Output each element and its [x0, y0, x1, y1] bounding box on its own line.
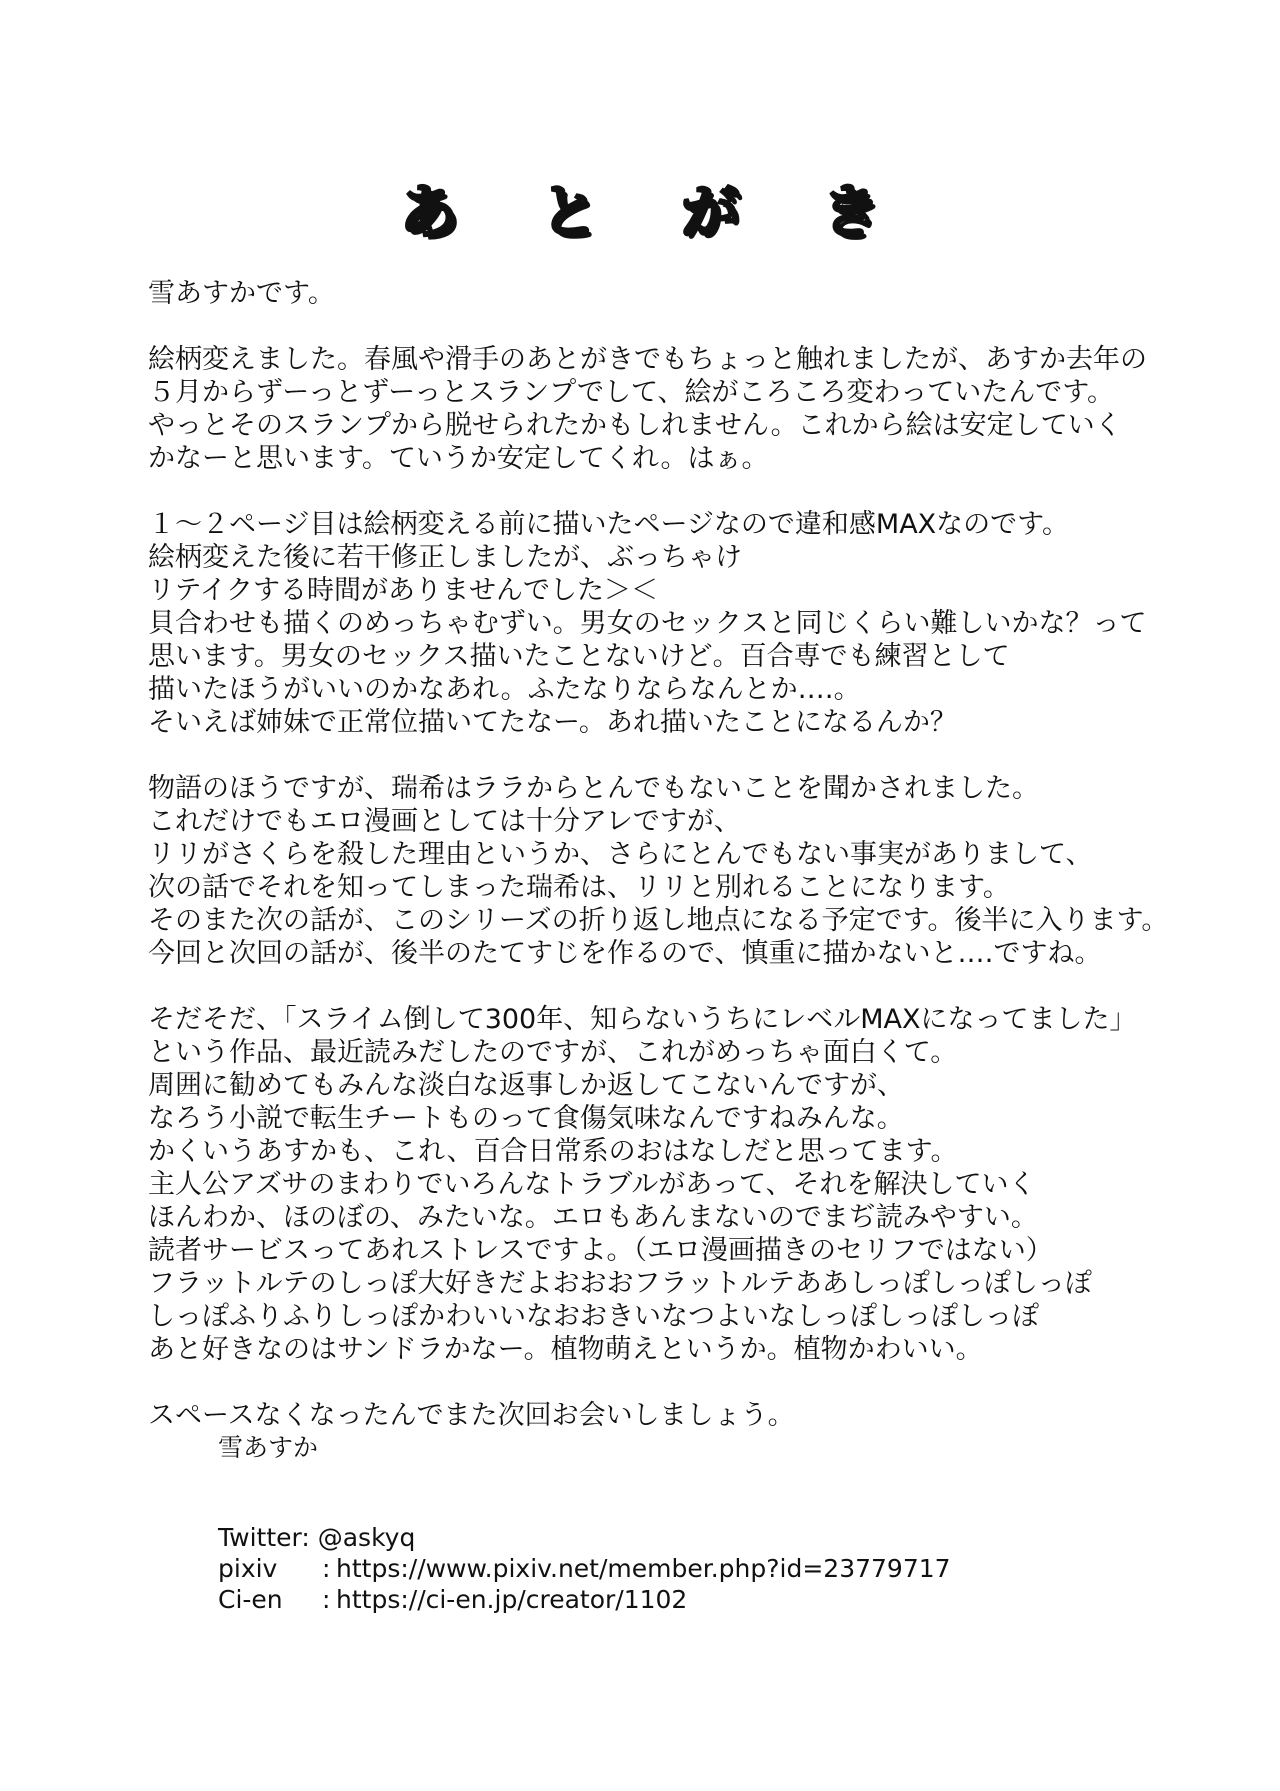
- text-line: １～２ページ目は絵柄変える前に描いたページなので違和感MAXなのです。: [148, 509, 1070, 540]
- text-line: そいえば姉妹で正常位描いてたなー。あれ描いたことになるんか？: [148, 707, 957, 738]
- author-name: 雪あすか: [218, 1433, 319, 1462]
- text-line: スペースなくなったんでまた次回お会いしましょう。: [148, 1400, 795, 1431]
- text-line: 次の話でそれを知ってしまった瑞希は、リリと別れることになります。: [148, 872, 1010, 903]
- text-line: これだけでもエロ漫画としては十分アレですが、: [148, 806, 741, 837]
- paragraph-story: [148, 772, 1169, 970]
- text-line: フラットルテのしっぽ大好きだよおおおフラットルテああしっぽしっぽしっぽ: [148, 1268, 1092, 1299]
- text-line: ほんわか、ほのぼの、みたいな。エロもあんまないのでまぢ読みやすい。: [148, 1202, 1038, 1233]
- text-line: 絵柄変えた後に若干修正しましたが、ぶっちゃけ: [148, 542, 742, 573]
- text-line: しっぽふりふりしっぽかわいいなおおきいなつよいなしっぽしっぽしっぽ: [148, 1301, 1039, 1332]
- afterword-body: [148, 277, 1169, 1465]
- cien-row: [218, 1584, 1118, 1615]
- text-line: かくいうあすかも、これ、百合日常系のおはなしだと思ってます。: [148, 1136, 958, 1167]
- paragraph-art-style: [148, 343, 1158, 475]
- page-title: [400, 172, 880, 252]
- text-line: なろう小説で転生チートものって食傷気味なんですねみんな。: [148, 1103, 904, 1134]
- cien-url: https://ci-en.jp/creator/1102: [336, 1585, 688, 1614]
- pixiv-label: pixiv: [218, 1554, 278, 1583]
- pixiv-url: https://www.pixiv.net/member.php?id=23779717: [336, 1554, 951, 1583]
- text-line: 描いたほうがいいのかなあれ。ふたなりならなんとか‥‥。: [148, 674, 861, 705]
- signature-block: [218, 1432, 1118, 1615]
- text-line: 読者サービスってあれストレスですよ。（エロ漫画描きのセリフではない）: [148, 1235, 1053, 1266]
- text-line: 貝合わせも描くのめっちゃむずい。男女のセックスと同じくらい難しいかな？って: [148, 608, 1147, 639]
- text-line: リリがさくらを殺した理由というか、さらにとんでもない事実がありまして、: [148, 839, 1093, 870]
- text-line: 主人公アズサのまわりでいろんなトラブルがあって、それを解決していく: [148, 1169, 1036, 1200]
- text-line: 物語のほうですが、瑞希はララからとんでもないことを聞かされました。: [148, 773, 1039, 804]
- text-line: 雪あすかです。: [148, 278, 335, 309]
- paragraph-pages: [148, 508, 1158, 739]
- title-char: と: [540, 178, 599, 246]
- text-line: そだそだ、「スライム倒して300年、知らないうちにレベルMAXになってました」: [148, 1004, 1137, 1035]
- text-line: そのまた次の話が、このシリーズの折り返し地点になる予定です。後半に入ります。: [148, 905, 1169, 936]
- text-line: 周囲に勧めてもみんな淡白な返事しか返してこないんですが、: [148, 1070, 904, 1101]
- text-line: かなーと思います。ていうか安定してくれ。はぁ。: [148, 443, 769, 474]
- paragraph-greeting: [148, 277, 1158, 310]
- paragraph-closing: [148, 1399, 1158, 1432]
- text-line: あと好きなのはサンドラかなー。植物萌えというか。植物かわいい。: [148, 1334, 983, 1365]
- title-char: き: [821, 178, 880, 246]
- cien-label: Ci-en: [218, 1585, 283, 1614]
- twitter-row: [218, 1522, 1118, 1553]
- separator: :: [322, 1554, 331, 1583]
- twitter-handle: Twitter: @askyq: [218, 1523, 416, 1552]
- separator: :: [322, 1585, 331, 1614]
- title-characters: [400, 172, 880, 252]
- text-line: ５月からずーっとずーっとスランプでして、絵がころころ変わっていたんです。: [148, 377, 1115, 408]
- text-line: 思います。男女のセックス描いたことないけど。百合専でも練習として: [148, 641, 1010, 672]
- author-links: [218, 1522, 1118, 1615]
- text-line: 今回と次回の話が、後半のたてすじを作るので、慎重に描かないと‥‥ですね。: [148, 938, 1102, 969]
- pixiv-row: [218, 1553, 1118, 1584]
- title-char: あ: [400, 178, 459, 246]
- text-line: という作品、最近読みだしたのですが、これがめっちゃ面白くて。: [148, 1037, 958, 1068]
- text-line: リテイクする時間がありませんでした＞＜: [148, 575, 659, 606]
- title-char: が: [681, 178, 740, 246]
- text-line: 絵柄変えました。春風や滑手のあとがきでもちょっと触れましたが、あすか去年の: [148, 344, 1147, 375]
- text-line: やっとそのスランプから脱せられたかもしれません。これから絵は安定していく: [148, 410, 1122, 441]
- paragraph-recommendation: [148, 1003, 1158, 1366]
